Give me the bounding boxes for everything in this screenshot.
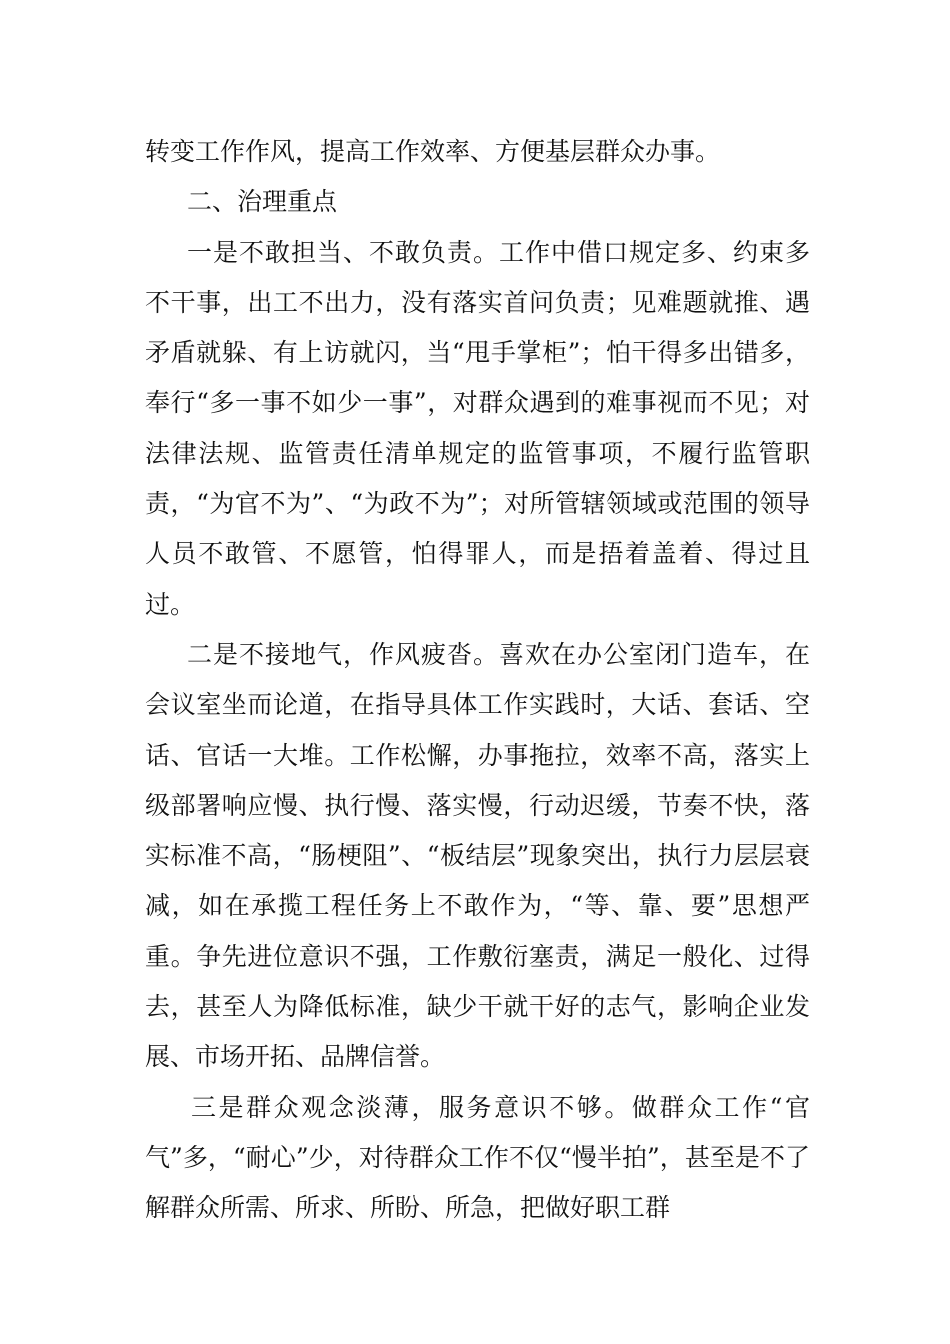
section-heading: 二、治理重点 bbox=[187, 187, 338, 217]
paragraph-point-three: 三是群众观念淡薄，服务意识不够。做群众工作“官气”多，“耐心”少，对待群众工作不仅“慢半拍”，甚至是不了解群众所需、所求、所盼、所急，把做好职工群 bbox=[145, 1092, 810, 1223]
paragraph-point-two: 二是不接地气，作风疲沓。喜欢在办公室闭门造车，在会议室坐而论道，在指导具体工作实践时，大话、套话、空话、官话一大堆。工作松懈，办事拖拉，效率不高，落实上级部署响应慢、执行慢、落实慢，行动迟缓，节奏不快，落实标准不高，“肠梗阻”、“板结层”现象突出，执行力层层衰减，如在承揽工程任务上不敢作为，“等、靠、要”思想严重。争先进位意识不强，工作敷衍塞责，满足一般化、过得去，甚至人为降低标准，缺少干就干好的志气，影响企业发展、市场开拓、品牌信誉。 bbox=[145, 639, 810, 1072]
paragraph-continuation: 转变工作作风，提高工作效率、方便基层群众办事。 bbox=[145, 137, 721, 166]
paragraph-point-one: 一是不敢担当、不敢负责。工作中借口规定多、约束多不干事，出工不出力，没有落实首问负责；见难题就推、遇矛盾就躲、有上访就闪，当“甩手掌柜”；怕干得多出错多，奉行“多一事不如少一事”，对群众遇到的难事视而不见；对法律法规、监管责任清单规定的监管事项，不履行监管职责，“为官不为”、“为政不为”；对所管辖领域或范围的领导人员不敢管、不愿管，怕得罪人，而是捂着盖着、得过且过。 bbox=[145, 237, 810, 619]
document-body bbox=[145, 127, 810, 1234]
